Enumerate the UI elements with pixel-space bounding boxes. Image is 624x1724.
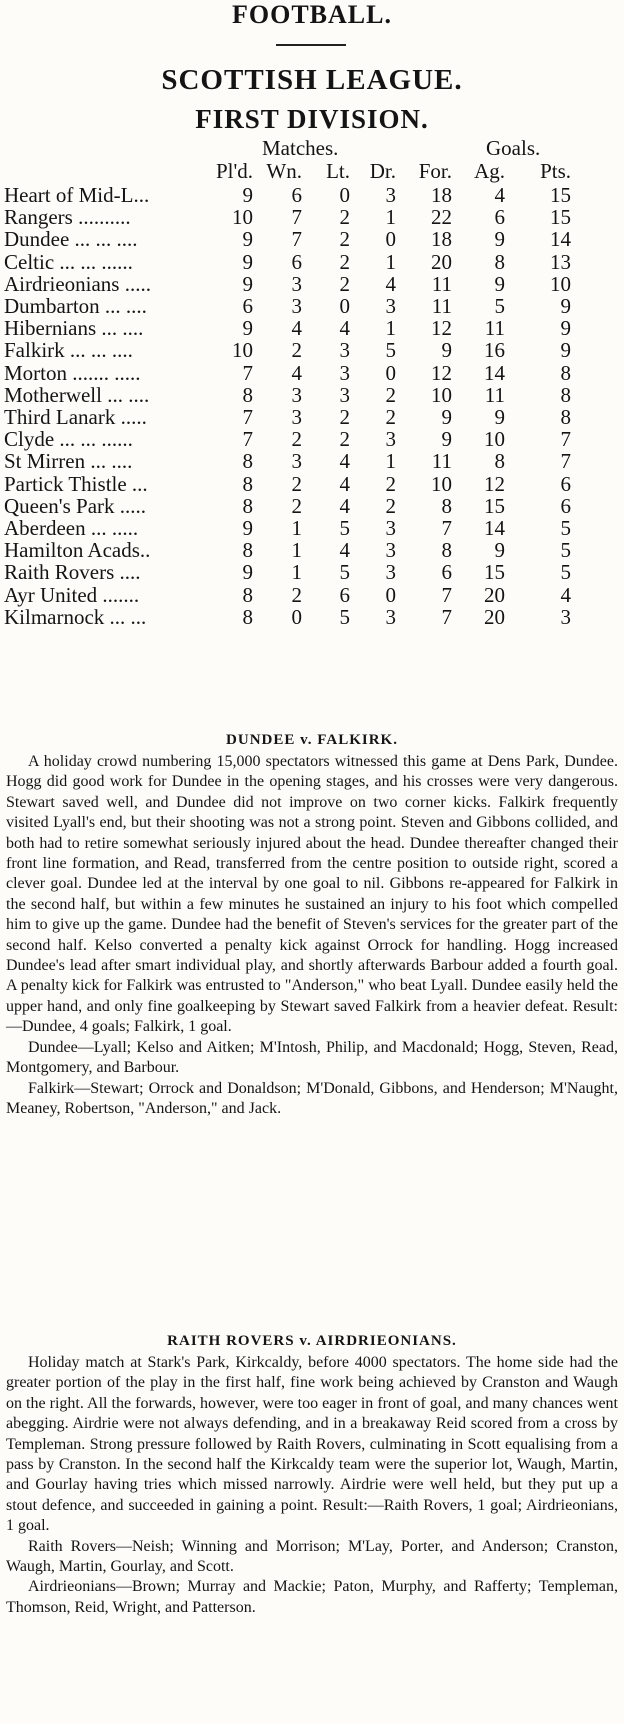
table-row: [0, 583, 624, 607]
division-heading: FIRST DIVISION.: [195, 104, 429, 134]
cell-points: 9: [560, 294, 571, 318]
cell-played: 8: [242, 604, 253, 629]
cell-points: 8: [560, 382, 571, 407]
cell-drawn: 0: [385, 582, 396, 607]
table-row: [0, 183, 624, 207]
column-header-goals-against: Ag.: [474, 159, 505, 183]
cell-points: 13: [550, 249, 571, 274]
cell-points: 15: [550, 205, 571, 230]
cell-points: 6: [560, 471, 571, 496]
cell-lost: 4: [339, 316, 350, 341]
cell-points: 7: [560, 427, 571, 452]
article-body: A holiday crowd numbering 15,000 spectators witnessed this game at Dens Park, Dundee. Hogg did good work for Dundee in the opening stages, and his crosses were very dangerous. Stewart saved well, and Dundee did not improve on two corner kicks. Falkirk frequently visited Lyall's end, but their shooting was not a strong point. Steven and Gibbons collided, and both had to retire somewhat seriously injured about the head. Dundee thereafter changed their front line formation, and Read, transferred from the centre position to outside right, scored a clever goal. Dundee led at the interval by one goal to nil. Gibbons re-appeared for Falkirk in the second half, but within a few minutes he sustained an injury to his foot which compelled him to give up the game. Dundee had the benefit of Steven's services for the greater part of the second half. Kelso converted a penalty kick against Orrock for handling. Hogg increased Dundee's lead after smart individual play, and shortly afterwards Barbour added a fourth goal. A penalty kick for Falkirk was entrusted to "Anderson," who beat Lyall. Dundee easily held the upper hand, and only fine goalkeeping by Stewart saved Falkirk from a heavier defeat. Result:—Dundee, 4 goals; Falkirk, 1 goal.: [6, 753, 618, 1036]
cell-goals-against: 6: [494, 205, 505, 230]
cell-lost: 5: [339, 604, 350, 629]
team-name: Heart of Mid-L...: [4, 183, 150, 207]
column-header-won: Wn.: [266, 159, 302, 183]
cell-goals-against: 20: [484, 604, 505, 629]
cell-drawn: 1: [385, 449, 396, 474]
cell-played: 7: [242, 405, 253, 429]
table-row: [0, 316, 624, 340]
team-name: Queen's Park .....: [4, 493, 147, 518]
goals-group-header: Goals.: [486, 136, 541, 160]
cell-goals-against: 11: [484, 316, 505, 341]
team-name: Aberdeen ... .....: [4, 516, 139, 540]
cell-goals-against: 11: [484, 382, 505, 407]
cell-won: 2: [291, 471, 302, 496]
cell-goals-for: 10: [431, 382, 452, 407]
cell-lost: 2: [339, 271, 350, 296]
team-lineup: Airdrieonians—Brown; Murray and Mackie; Paton, Murphy, and Rafferty; Templeman, Thomson, Reid, Wright, and Patterson.: [6, 1578, 618, 1616]
cell-goals-against: 9: [494, 227, 505, 252]
team-name: St Mirren ... ....: [4, 449, 133, 474]
cell-points: 5: [560, 516, 571, 540]
team-name: Motherwell ... ....: [4, 382, 150, 407]
cell-won: 2: [291, 427, 302, 452]
cell-drawn: 3: [385, 516, 396, 540]
article-raith-airdrie: [6, 1333, 618, 1618]
table-row: [0, 449, 624, 473]
cell-won: 4: [291, 316, 302, 341]
cell-played: 9: [242, 249, 253, 274]
cell-drawn: 1: [385, 316, 396, 341]
cell-lost: 5: [339, 560, 350, 585]
cell-goals-for: 8: [441, 493, 452, 518]
cell-won: 2: [291, 338, 302, 363]
cell-drawn: 2: [385, 405, 396, 429]
cell-goals-against: 14: [484, 360, 505, 385]
team-name: Morton ....... .....: [4, 360, 141, 385]
cell-drawn: 2: [385, 493, 396, 518]
table-row: [0, 272, 624, 296]
cell-points: 5: [560, 538, 571, 563]
cell-played: 7: [242, 427, 253, 452]
cell-won: 2: [291, 582, 302, 607]
cell-points: 15: [550, 183, 571, 207]
cell-lost: 2: [339, 249, 350, 274]
table-row: [0, 405, 624, 429]
team-lineup: Falkirk—Stewart; Orrock and Donaldson; M'Donald, Gibbons, and Henderson; M'Naught, Meaney, Robertson, "Anderson," and Jack.: [6, 1079, 618, 1117]
table-row: [0, 361, 624, 385]
cell-played: 8: [242, 382, 253, 407]
table-row: [0, 294, 624, 318]
cell-won: 1: [291, 538, 302, 563]
cell-lost: 2: [339, 227, 350, 252]
team-lineup: Raith Rovers—Neish; Winning and Morrison; M'Lay, Porter, and Anderson; Cranston, Waugh, Martin, Gourlay, and Scott.: [6, 1537, 618, 1576]
cell-points: 8: [560, 405, 571, 429]
cell-goals-against: 16: [484, 338, 505, 363]
cell-goals-for: 7: [441, 604, 452, 629]
cell-points: 5: [560, 560, 571, 585]
cell-played: 8: [242, 582, 253, 607]
matches-group-header: Matches.: [262, 136, 339, 160]
cell-lost: 0: [339, 183, 350, 207]
cell-won: 7: [291, 205, 302, 230]
cell-goals-for: 9: [441, 338, 452, 363]
cell-goals-against: 8: [494, 449, 505, 474]
column-header-lost: Lt.: [326, 159, 350, 183]
cell-goals-for: 18: [431, 183, 452, 207]
cell-won: 6: [291, 183, 302, 207]
table-row: [0, 250, 624, 274]
table-row: [0, 605, 624, 629]
cell-goals-for: 8: [441, 538, 452, 563]
cell-goals-against: 5: [494, 294, 505, 318]
cell-goals-for: 11: [431, 294, 452, 318]
cell-lost: 2: [339, 427, 350, 452]
cell-played: 9: [242, 227, 253, 252]
league-heading: SCOTTISH LEAGUE.: [161, 64, 463, 96]
cell-goals-for: 7: [441, 516, 452, 540]
cell-played: 9: [242, 183, 253, 207]
cell-goals-against: 9: [494, 538, 505, 563]
cell-played: 8: [242, 493, 253, 518]
team-lineup: Dundee—Lyall; Kelso and Aitken; M'Intosh, Philip, and Macdonald; Hogg, Steven, Read, Montgomery, and Barbour.: [6, 1038, 618, 1077]
team-name: Falkirk ... ... ....: [4, 338, 133, 363]
cell-played: 8: [242, 538, 253, 563]
table-row: [0, 538, 624, 562]
team-name: Partick Thistle ...: [4, 471, 148, 496]
column-header-drawn: Dr.: [369, 159, 396, 183]
team-name: Hamilton Acads..: [4, 538, 151, 563]
cell-lost: 3: [339, 382, 350, 407]
cell-won: 1: [291, 516, 302, 540]
cell-goals-against: 9: [494, 271, 505, 296]
cell-drawn: 2: [385, 471, 396, 496]
article-title: DUNDEE v. FALKIRK.: [226, 732, 398, 748]
article-body: Holiday match at Stark's Park, Kirkcaldy, before 4000 spectators. The home side had the greater portion of the play in the first half, fine work being achieved by Cranston and Waugh on the right. All the forwards, however, were too eager in front of goal, and many chances went abegging. Airdrie were not always defending, and in a breakaway Reid scored from a cross by Templeman. Strong pressure followed by Raith Rovers, culminating in Scott equalising from a pass by Cranston. In the second half the Kirkcaldy team were the superior lot, Waugh, Martin, and Gourlay having tries which missed narrowly. Airdrie were well held, but they put up a stout defence, and succeeded in gaining a point. Result:—Raith Rovers, 1 goal; Airdrieonians, 1 goal.: [6, 1354, 618, 1535]
cell-drawn: 0: [385, 227, 396, 252]
cell-goals-for: 11: [431, 271, 452, 296]
cell-points: 9: [560, 316, 571, 341]
cell-played: 8: [242, 449, 253, 474]
cell-points: 4: [560, 582, 571, 607]
cell-won: 3: [291, 405, 302, 429]
team-name: Kilmarnock ... ...: [4, 604, 147, 629]
cell-played: 6: [242, 294, 253, 318]
cell-played: 9: [242, 271, 253, 296]
cell-goals-for: 11: [431, 449, 452, 474]
table-row: [0, 516, 624, 540]
cell-lost: 0: [339, 294, 350, 318]
column-header-goals-for: For.: [418, 159, 452, 183]
cell-drawn: 3: [385, 538, 396, 563]
cell-won: 1: [291, 560, 302, 585]
cell-goals-against: 9: [494, 405, 505, 429]
team-name: Airdrieonians .....: [4, 271, 151, 296]
cell-goals-for: 12: [431, 316, 452, 341]
cell-drawn: 1: [385, 205, 396, 230]
cell-goals-for: 9: [441, 427, 452, 452]
cell-lost: 6: [339, 582, 350, 607]
cell-goals-against: 14: [484, 516, 505, 540]
team-name: Raith Rovers ....: [4, 560, 141, 585]
cell-points: 8: [560, 360, 571, 385]
cell-played: 10: [232, 338, 253, 363]
cell-goals-against: 20: [484, 582, 505, 607]
cell-drawn: 1: [385, 249, 396, 274]
team-name: Clyde ... ... ......: [4, 427, 133, 452]
cell-goals-against: 10: [484, 427, 505, 452]
cell-goals-against: 15: [484, 493, 505, 518]
table-row: [0, 494, 624, 518]
cell-goals-for: 12: [431, 360, 452, 385]
team-name: Celtic ... ... ......: [4, 249, 133, 274]
cell-lost: 4: [339, 449, 350, 474]
cell-points: 6: [560, 493, 571, 518]
cell-won: 3: [291, 294, 302, 318]
cell-goals-for: 10: [431, 471, 452, 496]
cell-drawn: 3: [385, 560, 396, 585]
column-header-played: Pl'd.: [215, 159, 253, 183]
cell-won: 4: [291, 360, 302, 385]
cell-played: 7: [242, 360, 253, 385]
cell-drawn: 3: [385, 604, 396, 629]
team-name: Dumbarton ... ....: [4, 294, 147, 318]
cell-drawn: 5: [385, 338, 396, 363]
table-row: [0, 227, 624, 251]
cell-goals-against: 15: [484, 560, 505, 585]
cell-goals-for: 6: [441, 560, 452, 585]
cell-lost: 3: [339, 338, 350, 363]
cell-goals-for: 18: [431, 227, 452, 252]
cell-goals-against: 8: [494, 249, 505, 274]
cell-played: 9: [242, 516, 253, 540]
cell-lost: 3: [339, 360, 350, 385]
table-row: [0, 472, 624, 496]
cell-drawn: 3: [385, 294, 396, 318]
cell-played: 9: [242, 316, 253, 341]
cell-points: 3: [560, 604, 571, 629]
cell-lost: 4: [339, 471, 350, 496]
cell-played: 9: [242, 560, 253, 585]
cell-played: 10: [232, 205, 253, 230]
cell-won: 3: [291, 271, 302, 296]
cell-goals-against: 4: [494, 183, 505, 207]
cell-points: 14: [550, 227, 571, 252]
cell-drawn: 4: [385, 271, 396, 296]
team-name: Rangers ..........: [4, 205, 131, 230]
cell-played: 8: [242, 471, 253, 496]
team-name: Third Lanark .....: [4, 405, 147, 429]
article-dundee-falkirk: [6, 732, 618, 1119]
cell-goals-for: 20: [431, 249, 452, 274]
table-row: [0, 560, 624, 584]
table-row: [0, 205, 624, 229]
cell-goals-against: 12: [484, 471, 505, 496]
column-header-points: Pts.: [540, 159, 571, 183]
cell-drawn: 2: [385, 382, 396, 407]
cell-lost: 4: [339, 538, 350, 563]
table-row: [0, 427, 624, 451]
cell-won: 6: [291, 249, 302, 274]
cell-goals-for: 9: [441, 405, 452, 429]
cell-won: 3: [291, 382, 302, 407]
team-name: Dundee ... ... ....: [4, 227, 138, 252]
cell-points: 7: [560, 449, 571, 474]
cell-lost: 5: [339, 516, 350, 540]
article-title: RAITH ROVERS v. AIRDRIEONIANS.: [167, 1333, 457, 1349]
team-name: Hibernians ... ....: [4, 316, 144, 341]
cell-won: 3: [291, 449, 302, 474]
section-rule: [276, 44, 346, 46]
cell-won: 7: [291, 227, 302, 252]
cell-lost: 4: [339, 493, 350, 518]
cell-goals-for: 22: [431, 205, 452, 230]
team-name: Ayr United .......: [4, 582, 140, 607]
cell-points: 10: [550, 271, 571, 296]
section-heading: FOOTBALL.: [232, 0, 392, 29]
cell-drawn: 3: [385, 427, 396, 452]
cell-goals-for: 7: [441, 582, 452, 607]
cell-points: 9: [560, 338, 571, 363]
cell-won: 0: [291, 604, 302, 629]
table-row: [0, 383, 624, 407]
cell-won: 2: [291, 493, 302, 518]
cell-drawn: 0: [385, 360, 396, 385]
cell-lost: 2: [339, 405, 350, 429]
table-row: [0, 338, 624, 362]
cell-drawn: 3: [385, 183, 396, 207]
cell-lost: 2: [339, 205, 350, 230]
